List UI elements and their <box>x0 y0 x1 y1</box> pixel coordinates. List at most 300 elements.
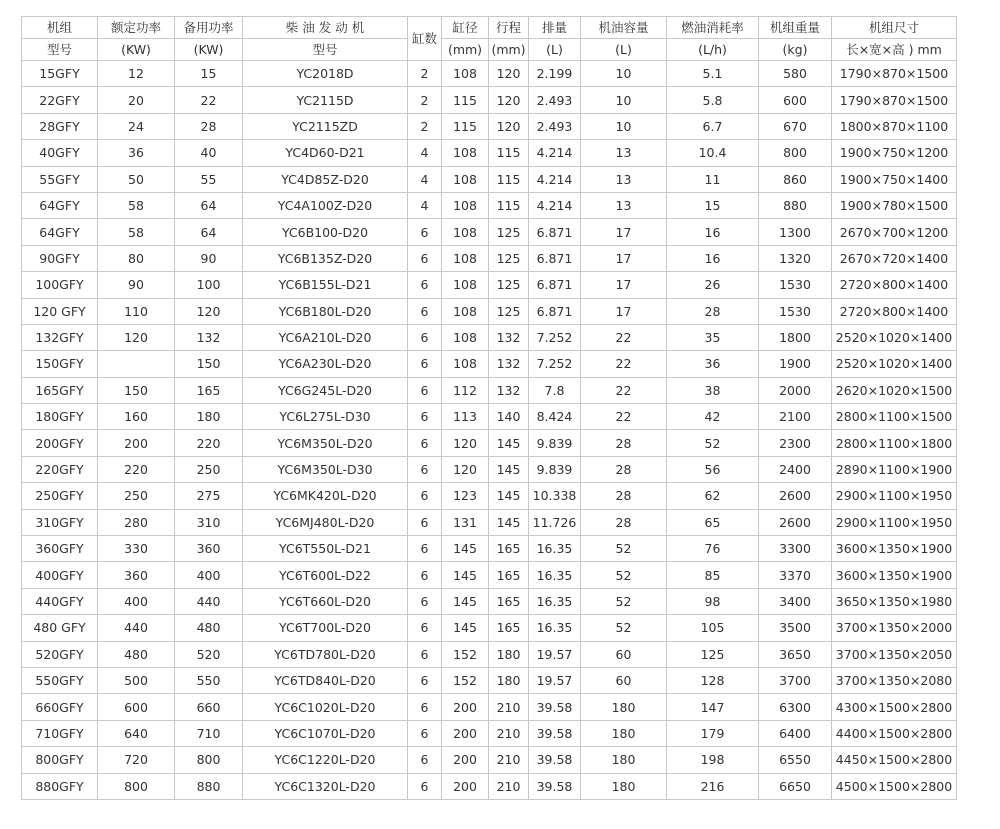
cell-cylinders: 6 <box>408 667 442 693</box>
cell-weight: 600 <box>759 87 832 113</box>
cell-engine-model: YC6C1020L-D20 <box>243 694 408 720</box>
cell-cylinders: 6 <box>408 588 442 614</box>
cell-bore: 108 <box>442 61 489 87</box>
cell-dimensions: 2890×1100×1900 <box>832 456 957 482</box>
cell-standby-power: 250 <box>175 456 243 482</box>
cell-fuel-consumption: 198 <box>667 747 759 773</box>
header-stroke-line1: 行程 <box>489 17 529 39</box>
cell-engine-model: YC6G245L-D20 <box>243 377 408 403</box>
cell-displacement: 6.871 <box>529 298 581 324</box>
table-row <box>22 536 957 562</box>
cell-rated-power: 80 <box>98 245 175 271</box>
header-fuel-consumption-unit: (L/h) <box>667 39 759 61</box>
cell-rated-power <box>98 351 175 377</box>
cell-rated-power: 200 <box>98 430 175 456</box>
table-row <box>22 377 957 403</box>
cell-engine-model: YC6TD840L-D20 <box>243 667 408 693</box>
table-row <box>22 509 957 535</box>
cell-displacement: 9.839 <box>529 456 581 482</box>
cell-fuel-consumption: 36 <box>667 351 759 377</box>
cell-dimensions: 2900×1100×1950 <box>832 509 957 535</box>
cell-model: 120 GFY <box>22 298 98 324</box>
cell-fuel-consumption: 11 <box>667 166 759 192</box>
cell-model: 710GFY <box>22 720 98 746</box>
cell-rated-power: 24 <box>98 113 175 139</box>
cell-dimensions: 1800×870×1100 <box>832 113 957 139</box>
cell-cylinders: 4 <box>408 166 442 192</box>
cell-weight: 3650 <box>759 641 832 667</box>
cell-bore: 120 <box>442 456 489 482</box>
table-header <box>22 17 957 61</box>
cell-fuel-consumption: 128 <box>667 667 759 693</box>
cell-displacement: 16.35 <box>529 615 581 641</box>
cell-oil-capacity: 52 <box>581 536 667 562</box>
cell-stroke: 125 <box>489 219 529 245</box>
cell-rated-power: 58 <box>98 192 175 218</box>
cell-standby-power: 165 <box>175 377 243 403</box>
cell-oil-capacity: 10 <box>581 113 667 139</box>
table-row <box>22 219 957 245</box>
cell-cylinders: 6 <box>408 483 442 509</box>
cell-cylinders: 6 <box>408 272 442 298</box>
cell-cylinders: 6 <box>408 298 442 324</box>
table-row <box>22 588 957 614</box>
cell-fuel-consumption: 15 <box>667 192 759 218</box>
cell-bore: 120 <box>442 430 489 456</box>
cell-bore: 108 <box>442 140 489 166</box>
cell-rated-power: 360 <box>98 562 175 588</box>
cell-dimensions: 4400×1500×2800 <box>832 720 957 746</box>
header-model-line1: 机组 <box>22 17 98 39</box>
cell-rated-power: 50 <box>98 166 175 192</box>
cell-fuel-consumption: 76 <box>667 536 759 562</box>
cell-engine-model: YC6B180L-D20 <box>243 298 408 324</box>
cell-weight: 2100 <box>759 404 832 430</box>
cell-weight: 1900 <box>759 351 832 377</box>
cell-stroke: 210 <box>489 720 529 746</box>
cell-weight: 2300 <box>759 430 832 456</box>
cell-stroke: 165 <box>489 536 529 562</box>
table-row <box>22 61 957 87</box>
cell-rated-power: 440 <box>98 615 175 641</box>
table-body <box>22 61 957 800</box>
header-dimensions-unit: 长×宽×高 ) mm <box>832 39 957 61</box>
cell-standby-power: 310 <box>175 509 243 535</box>
cell-cylinders: 4 <box>408 192 442 218</box>
cell-oil-capacity: 180 <box>581 720 667 746</box>
cell-model: 400GFY <box>22 562 98 588</box>
cell-weight: 3300 <box>759 536 832 562</box>
cell-oil-capacity: 180 <box>581 773 667 799</box>
cell-rated-power: 800 <box>98 773 175 799</box>
cell-oil-capacity: 10 <box>581 61 667 87</box>
cell-standby-power: 180 <box>175 404 243 430</box>
cell-oil-capacity: 28 <box>581 430 667 456</box>
cell-weight: 6550 <box>759 747 832 773</box>
cell-fuel-consumption: 56 <box>667 456 759 482</box>
cell-dimensions: 2800×1100×1800 <box>832 430 957 456</box>
cell-cylinders: 6 <box>408 562 442 588</box>
cell-oil-capacity: 22 <box>581 351 667 377</box>
cell-dimensions: 2720×800×1400 <box>832 272 957 298</box>
cell-weight: 1300 <box>759 219 832 245</box>
cell-standby-power: 64 <box>175 219 243 245</box>
cell-engine-model: YC6C1070L-D20 <box>243 720 408 746</box>
table-row <box>22 87 957 113</box>
cell-standby-power: 132 <box>175 324 243 350</box>
cell-dimensions: 3700×1350×2000 <box>832 615 957 641</box>
cell-bore: 200 <box>442 773 489 799</box>
cell-oil-capacity: 10 <box>581 87 667 113</box>
cell-displacement: 10.338 <box>529 483 581 509</box>
cell-rated-power: 220 <box>98 456 175 482</box>
cell-oil-capacity: 52 <box>581 588 667 614</box>
cell-model: 150GFY <box>22 351 98 377</box>
cell-displacement: 19.57 <box>529 641 581 667</box>
cell-oil-capacity: 180 <box>581 747 667 773</box>
table-row <box>22 562 957 588</box>
cell-engine-model: YC6T700L-D20 <box>243 615 408 641</box>
cell-standby-power: 15 <box>175 61 243 87</box>
generator-spec-table-container <box>21 16 957 800</box>
cell-displacement: 39.58 <box>529 720 581 746</box>
cell-bore: 145 <box>442 615 489 641</box>
cell-standby-power: 55 <box>175 166 243 192</box>
cell-weight: 6650 <box>759 773 832 799</box>
cell-weight: 2400 <box>759 456 832 482</box>
cell-model: 64GFY <box>22 219 98 245</box>
cell-weight: 6400 <box>759 720 832 746</box>
cell-fuel-consumption: 28 <box>667 298 759 324</box>
cell-model: 220GFY <box>22 456 98 482</box>
cell-bore: 108 <box>442 245 489 271</box>
cell-rated-power: 480 <box>98 641 175 667</box>
cell-oil-capacity: 60 <box>581 667 667 693</box>
cell-model: 310GFY <box>22 509 98 535</box>
cell-engine-model: YC6M350L-D30 <box>243 456 408 482</box>
cell-oil-capacity: 60 <box>581 641 667 667</box>
cell-stroke: 132 <box>489 351 529 377</box>
cell-displacement: 16.35 <box>529 588 581 614</box>
cell-weight: 670 <box>759 113 832 139</box>
cell-cylinders: 6 <box>408 430 442 456</box>
table-row <box>22 694 957 720</box>
table-row <box>22 166 957 192</box>
cell-fuel-consumption: 85 <box>667 562 759 588</box>
cell-fuel-consumption: 6.7 <box>667 113 759 139</box>
cell-bore: 200 <box>442 720 489 746</box>
cell-engine-model: YC2018D <box>243 61 408 87</box>
cell-fuel-consumption: 5.8 <box>667 87 759 113</box>
cell-rated-power: 20 <box>98 87 175 113</box>
table-row <box>22 773 957 799</box>
cell-fuel-consumption: 216 <box>667 773 759 799</box>
cell-rated-power: 400 <box>98 588 175 614</box>
cell-oil-capacity: 28 <box>581 456 667 482</box>
cell-weight: 3700 <box>759 667 832 693</box>
cell-oil-capacity: 13 <box>581 140 667 166</box>
cell-cylinders: 6 <box>408 615 442 641</box>
cell-dimensions: 1900×750×1200 <box>832 140 957 166</box>
cell-stroke: 125 <box>489 298 529 324</box>
cell-standby-power: 90 <box>175 245 243 271</box>
cell-model: 180GFY <box>22 404 98 430</box>
cell-displacement: 4.214 <box>529 140 581 166</box>
cell-rated-power: 160 <box>98 404 175 430</box>
cell-weight: 1320 <box>759 245 832 271</box>
cell-fuel-consumption: 16 <box>667 219 759 245</box>
cell-bore: 108 <box>442 324 489 350</box>
header-displacement-line1: 排量 <box>529 17 581 39</box>
cell-displacement: 19.57 <box>529 667 581 693</box>
cell-dimensions: 2670×720×1400 <box>832 245 957 271</box>
cell-model: 520GFY <box>22 641 98 667</box>
cell-standby-power: 64 <box>175 192 243 218</box>
table-row <box>22 113 957 139</box>
cell-oil-capacity: 17 <box>581 219 667 245</box>
table-row <box>22 298 957 324</box>
cell-standby-power: 150 <box>175 351 243 377</box>
cell-oil-capacity: 17 <box>581 298 667 324</box>
header-oil-capacity-line1: 机油容量 <box>581 17 667 39</box>
header-dimensions-line1: 机组尺寸 <box>832 17 957 39</box>
cell-rated-power: 36 <box>98 140 175 166</box>
cell-model: 132GFY <box>22 324 98 350</box>
cell-model: 200GFY <box>22 430 98 456</box>
cell-standby-power: 100 <box>175 272 243 298</box>
cell-rated-power: 280 <box>98 509 175 535</box>
cell-displacement: 39.58 <box>529 773 581 799</box>
cell-fuel-consumption: 52 <box>667 430 759 456</box>
cell-stroke: 145 <box>489 509 529 535</box>
cell-bore: 108 <box>442 219 489 245</box>
cell-displacement: 7.252 <box>529 351 581 377</box>
cell-stroke: 115 <box>489 140 529 166</box>
cell-model: 28GFY <box>22 113 98 139</box>
cell-bore: 115 <box>442 113 489 139</box>
cell-rated-power: 500 <box>98 667 175 693</box>
cell-stroke: 125 <box>489 272 529 298</box>
cell-weight: 2600 <box>759 483 832 509</box>
cell-standby-power: 440 <box>175 588 243 614</box>
header-weight-line1: 机组重量 <box>759 17 832 39</box>
cell-displacement: 2.199 <box>529 61 581 87</box>
cell-stroke: 145 <box>489 456 529 482</box>
cell-standby-power: 40 <box>175 140 243 166</box>
cell-bore: 200 <box>442 747 489 773</box>
cell-bore: 108 <box>442 192 489 218</box>
cell-oil-capacity: 28 <box>581 483 667 509</box>
cell-model: 250GFY <box>22 483 98 509</box>
cell-weight: 2600 <box>759 509 832 535</box>
cell-cylinders: 2 <box>408 61 442 87</box>
cell-bore: 108 <box>442 272 489 298</box>
header-standby-power-unit: (KW) <box>175 39 243 61</box>
cell-cylinders: 6 <box>408 219 442 245</box>
cell-displacement: 16.35 <box>529 562 581 588</box>
cell-rated-power: 120 <box>98 324 175 350</box>
cell-oil-capacity: 52 <box>581 615 667 641</box>
cell-cylinders: 6 <box>408 720 442 746</box>
cell-stroke: 180 <box>489 667 529 693</box>
cell-stroke: 210 <box>489 773 529 799</box>
cell-model: 15GFY <box>22 61 98 87</box>
cell-standby-power: 710 <box>175 720 243 746</box>
table-row <box>22 747 957 773</box>
cell-fuel-consumption: 65 <box>667 509 759 535</box>
cell-model: 165GFY <box>22 377 98 403</box>
cell-fuel-consumption: 16 <box>667 245 759 271</box>
cell-oil-capacity: 22 <box>581 324 667 350</box>
cell-displacement: 2.493 <box>529 113 581 139</box>
cell-displacement: 9.839 <box>529 430 581 456</box>
table-row <box>22 720 957 746</box>
cell-engine-model: YC6B100-D20 <box>243 219 408 245</box>
cell-oil-capacity: 52 <box>581 562 667 588</box>
cell-dimensions: 1790×870×1500 <box>832 87 957 113</box>
cell-weight: 3400 <box>759 588 832 614</box>
table-row <box>22 245 957 271</box>
cell-displacement: 4.214 <box>529 192 581 218</box>
cell-bore: 123 <box>442 483 489 509</box>
cell-model: 440GFY <box>22 588 98 614</box>
cell-stroke: 132 <box>489 324 529 350</box>
cell-engine-model: YC4D85Z-D20 <box>243 166 408 192</box>
cell-stroke: 165 <box>489 615 529 641</box>
cell-bore: 115 <box>442 87 489 113</box>
cell-fuel-consumption: 179 <box>667 720 759 746</box>
cell-weight: 860 <box>759 166 832 192</box>
cell-dimensions: 4500×1500×2800 <box>832 773 957 799</box>
cell-stroke: 140 <box>489 404 529 430</box>
cell-fuel-consumption: 147 <box>667 694 759 720</box>
table-row <box>22 140 957 166</box>
header-bore-unit: (mm) <box>442 39 489 61</box>
cell-engine-model: YC6MJ480L-D20 <box>243 509 408 535</box>
cell-standby-power: 880 <box>175 773 243 799</box>
header-model-line2: 型号 <box>22 39 98 61</box>
cell-weight: 880 <box>759 192 832 218</box>
cell-rated-power: 330 <box>98 536 175 562</box>
cell-displacement: 7.252 <box>529 324 581 350</box>
cell-rated-power: 250 <box>98 483 175 509</box>
cell-dimensions: 3600×1350×1900 <box>832 536 957 562</box>
cell-cylinders: 6 <box>408 641 442 667</box>
cell-fuel-consumption: 42 <box>667 404 759 430</box>
cell-cylinders: 6 <box>408 773 442 799</box>
cell-engine-model: YC6T660L-D20 <box>243 588 408 614</box>
cell-engine-model: YC6T600L-D22 <box>243 562 408 588</box>
cell-engine-model: YC4A100Z-D20 <box>243 192 408 218</box>
cell-displacement: 39.58 <box>529 694 581 720</box>
cell-dimensions: 3650×1350×1980 <box>832 588 957 614</box>
cell-displacement: 7.8 <box>529 377 581 403</box>
cell-model: 22GFY <box>22 87 98 113</box>
cell-weight: 3500 <box>759 615 832 641</box>
cell-bore: 113 <box>442 404 489 430</box>
cell-bore: 108 <box>442 166 489 192</box>
header-weight-unit: (kg) <box>759 39 832 61</box>
table-row <box>22 641 957 667</box>
table-row <box>22 667 957 693</box>
cell-displacement: 39.58 <box>529 747 581 773</box>
header-oil-capacity-unit: (L) <box>581 39 667 61</box>
cell-displacement: 16.35 <box>529 536 581 562</box>
cell-dimensions: 3700×1350×2080 <box>832 667 957 693</box>
cell-standby-power: 550 <box>175 667 243 693</box>
cell-cylinders: 6 <box>408 377 442 403</box>
cell-weight: 1800 <box>759 324 832 350</box>
cell-cylinders: 6 <box>408 536 442 562</box>
cell-bore: 112 <box>442 377 489 403</box>
cell-bore: 145 <box>442 562 489 588</box>
cell-rated-power: 720 <box>98 747 175 773</box>
cell-model: 64GFY <box>22 192 98 218</box>
cell-bore: 152 <box>442 641 489 667</box>
cell-displacement: 2.493 <box>529 87 581 113</box>
header-displacement-unit: (L) <box>529 39 581 61</box>
cell-dimensions: 3600×1350×1900 <box>832 562 957 588</box>
cell-fuel-consumption: 35 <box>667 324 759 350</box>
cell-cylinders: 6 <box>408 404 442 430</box>
cell-bore: 145 <box>442 588 489 614</box>
cell-standby-power: 660 <box>175 694 243 720</box>
cell-model: 40GFY <box>22 140 98 166</box>
cell-displacement: 4.214 <box>529 166 581 192</box>
cell-stroke: 210 <box>489 747 529 773</box>
header-standby-power-line1: 备用功率 <box>175 17 243 39</box>
cell-bore: 200 <box>442 694 489 720</box>
cell-model: 550GFY <box>22 667 98 693</box>
cell-dimensions: 3700×1350×2050 <box>832 641 957 667</box>
cell-dimensions: 2720×800×1400 <box>832 298 957 324</box>
cell-cylinders: 6 <box>408 747 442 773</box>
cell-weight: 3370 <box>759 562 832 588</box>
cell-oil-capacity: 17 <box>581 245 667 271</box>
table-row <box>22 192 957 218</box>
cell-standby-power: 28 <box>175 113 243 139</box>
cell-fuel-consumption: 5.1 <box>667 61 759 87</box>
cell-bore: 145 <box>442 536 489 562</box>
header-engine-line2: 型号 <box>243 39 408 61</box>
cell-oil-capacity: 28 <box>581 509 667 535</box>
table-row <box>22 615 957 641</box>
cell-standby-power: 520 <box>175 641 243 667</box>
table-row <box>22 404 957 430</box>
cell-rated-power: 150 <box>98 377 175 403</box>
cell-weight: 2000 <box>759 377 832 403</box>
cell-fuel-consumption: 38 <box>667 377 759 403</box>
cell-dimensions: 2520×1020×1400 <box>832 351 957 377</box>
cell-rated-power: 110 <box>98 298 175 324</box>
cell-cylinders: 6 <box>408 351 442 377</box>
table-row <box>22 272 957 298</box>
cell-engine-model: YC6M350L-D20 <box>243 430 408 456</box>
cell-fuel-consumption: 10.4 <box>667 140 759 166</box>
cell-engine-model: YC6B135Z-D20 <box>243 245 408 271</box>
cell-cylinders: 6 <box>408 456 442 482</box>
cell-oil-capacity: 22 <box>581 404 667 430</box>
table-row <box>22 456 957 482</box>
cell-weight: 1530 <box>759 298 832 324</box>
cell-engine-model: YC6A230L-D20 <box>243 351 408 377</box>
cell-oil-capacity: 22 <box>581 377 667 403</box>
cell-weight: 580 <box>759 61 832 87</box>
cell-engine-model: YC4D60-D21 <box>243 140 408 166</box>
cell-displacement: 8.424 <box>529 404 581 430</box>
cell-stroke: 145 <box>489 430 529 456</box>
cell-dimensions: 2900×1100×1950 <box>832 483 957 509</box>
